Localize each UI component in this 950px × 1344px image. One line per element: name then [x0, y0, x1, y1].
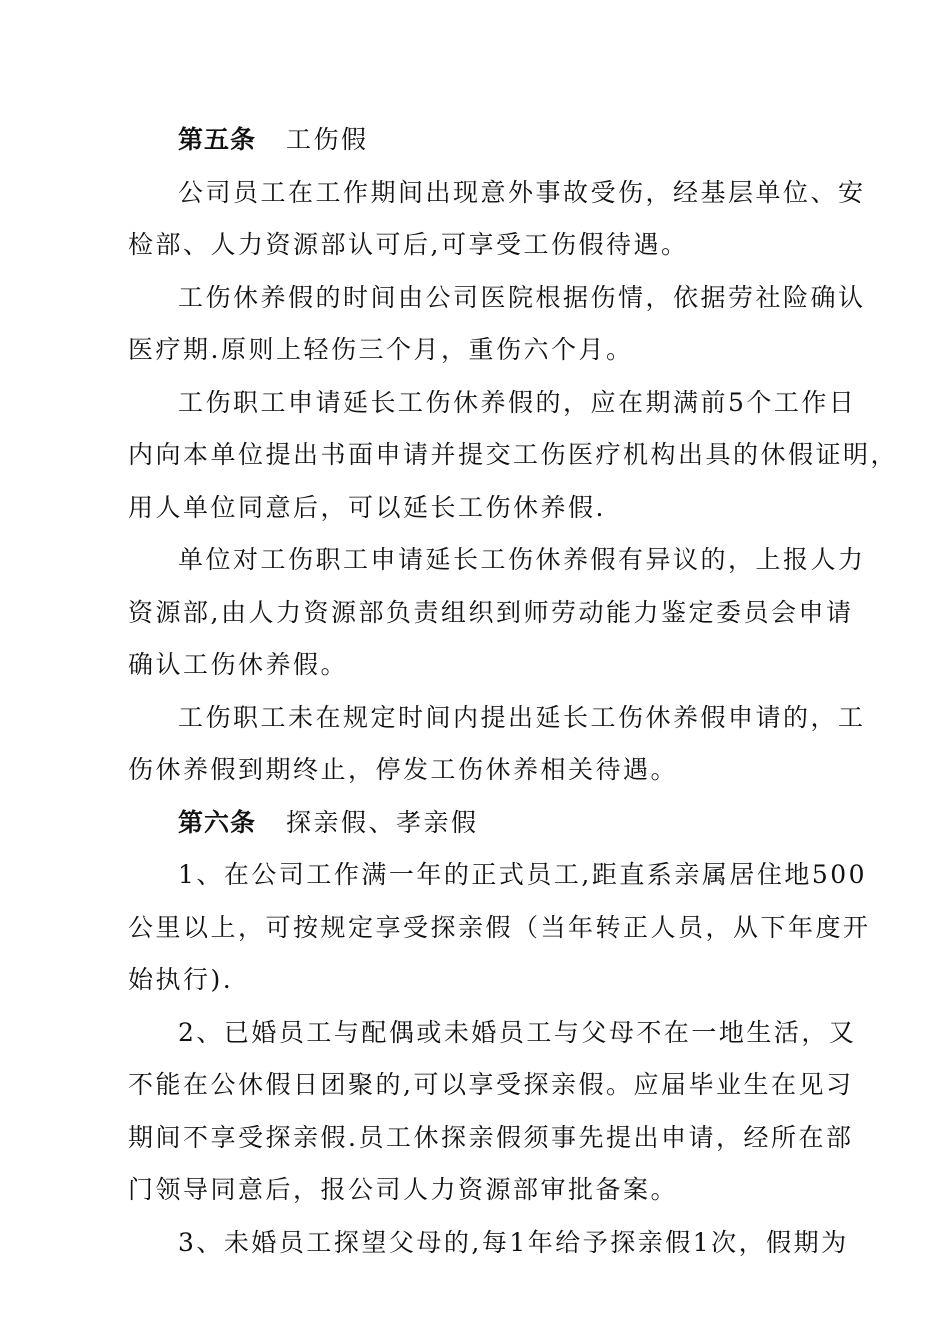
paragraph-line: 单位对工伤职工申请延长工伤休养假有异议的，上报人力 — [178, 545, 866, 574]
document-body — [128, 114, 899, 1269]
paragraph-line: 工伤休养假的时间由公司医院根据伤情，依据劳社险确认 — [178, 282, 866, 312]
article-6-title: 探亲假、孝亲假 — [286, 807, 479, 837]
paragraph-line: 2、已婚员工与配偶或未婚员工与父母不在一地生活，又 — [178, 1017, 857, 1047]
paragraph-line: 伤休养假到期终止，停发工伤休养相关待遇。 — [128, 755, 679, 784]
article-5-paragraph-2 — [128, 272, 866, 377]
paragraph-line: 不能在公休假日团聚的,可以享受探亲假。应届毕业生在见习 — [128, 1070, 854, 1099]
article-6-heading — [128, 797, 828, 850]
paragraph-line: 1、在公司工作满一年的正式员工,距直系亲属居住地500 — [178, 860, 868, 889]
paragraph-line: 公司员工在工作期间出现意外事故受伤，经基层单位、安 — [178, 177, 866, 207]
article-6-number: 第六条 — [178, 807, 257, 837]
paragraph-line: 内向本单位提出书面申请并提交工伤医疗机构出具的休假证明， — [128, 440, 899, 469]
article-5-heading — [128, 114, 828, 167]
article-5-paragraph-1 — [128, 167, 866, 272]
paragraph-line: 公里以上，可按规定享受探亲假（当年转正人员，从下年度开 — [128, 912, 871, 942]
paragraph-line: 资源部,由人力资源部负责组织到师劳动能力鉴定委员会申请 — [128, 597, 854, 627]
paragraph-line: 始执行). — [128, 965, 234, 994]
article-5-title: 工伤假 — [286, 125, 369, 154]
paragraph-line: 确认工伤休养假。 — [128, 650, 349, 679]
paragraph-line: 用人单位同意后，可以延长工伤休养假. — [128, 492, 606, 522]
article-5-number: 第五条 — [178, 125, 257, 154]
paragraph-line: 工伤职工申请延长工伤休养假的，应在期满前5个工作日 — [178, 387, 857, 417]
paragraph-line: 3、未婚员工探望父母的,每1年给予探亲假1次，假期为 — [178, 1227, 849, 1257]
article-5-paragraph-3 — [128, 377, 899, 535]
paragraph-line: 期间不享受探亲假.员工休探亲假须事先提出申请，经所在部 — [128, 1122, 854, 1152]
article-6-paragraph-1 — [128, 849, 871, 1007]
paragraph-line: 医疗期.原则上轻伤三个月，重伤六个月。 — [128, 335, 634, 364]
paragraph-line: 检部、人力资源部认可后,可享受工伤假待遇。 — [128, 230, 689, 259]
article-5-paragraph-5 — [128, 692, 866, 797]
paragraph-line: 工伤职工未在规定时间内提出延长工伤休养假申请的，工 — [178, 702, 866, 732]
article-6-paragraph-2 — [128, 1007, 857, 1217]
article-5-paragraph-4 — [128, 534, 866, 692]
article-6-paragraph-3 — [128, 1217, 849, 1270]
paragraph-line: 门领导同意后，报公司人力资源部审批备案。 — [128, 1175, 679, 1204]
